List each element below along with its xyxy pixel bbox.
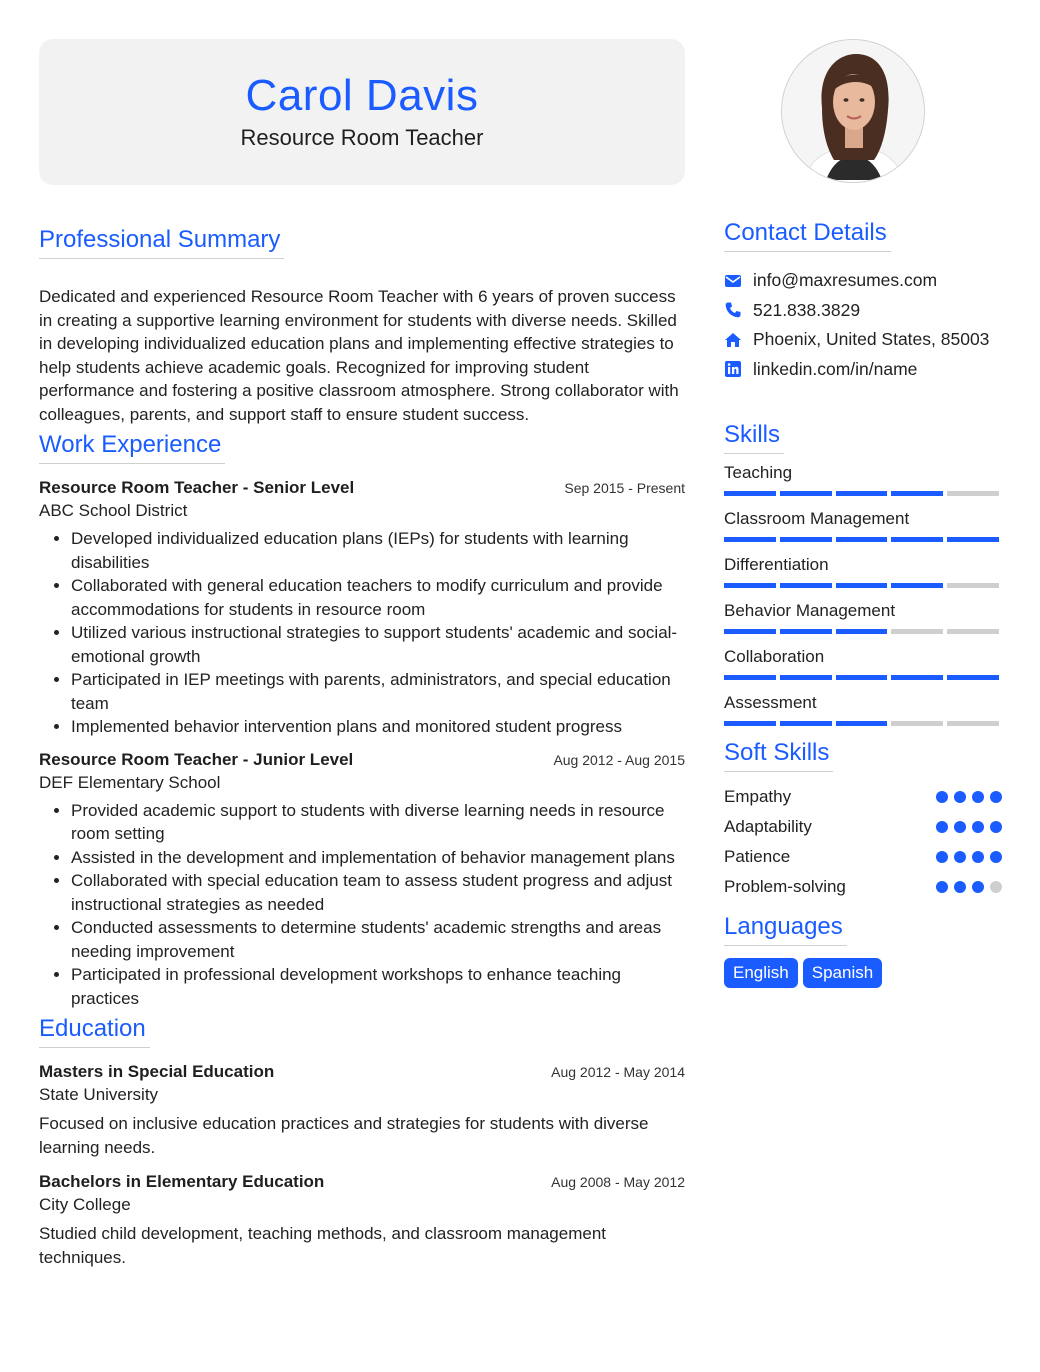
education-date: Aug 2012 - May 2014	[551, 1064, 685, 1080]
skill-level-segment	[891, 675, 943, 680]
skill-name: Collaboration	[724, 647, 825, 666]
skill-level-segment	[836, 583, 888, 588]
skill-level-segment	[836, 675, 888, 680]
rating-dot	[936, 791, 948, 803]
education-entry	[39, 1062, 685, 1159]
skills-heading: Skills	[724, 420, 784, 454]
skill-name: Teaching	[724, 463, 793, 482]
email-icon	[724, 272, 742, 290]
sidebar-column	[724, 39, 1004, 988]
rating-dot	[936, 881, 948, 893]
soft-skill-item	[724, 872, 1004, 902]
skill-level-bar	[724, 583, 999, 588]
skill-level-segment	[947, 629, 999, 634]
contact-linkedin[interactable]	[724, 355, 1004, 385]
skill-level-segment	[836, 629, 888, 634]
skill-level-bar	[724, 629, 999, 634]
experience-section	[39, 430, 685, 1010]
rating-dot	[990, 821, 1002, 833]
soft-skill-item	[724, 842, 1004, 872]
job-bullet: • Participated in IEP meetings with parents, administrators, and special education team	[71, 668, 685, 715]
rating-dot	[954, 851, 966, 863]
contact-heading: Contact Details	[724, 218, 891, 252]
contact-phone-text: 521.838.3829	[753, 299, 861, 320]
home-icon	[724, 331, 742, 349]
languages-list	[724, 958, 1004, 988]
skill-level-segment	[724, 629, 776, 634]
skill-item	[724, 508, 1004, 542]
skill-name: Differentiation	[724, 555, 829, 574]
job-title: Resource Room Teacher - Junior Level	[39, 749, 354, 769]
skill-level-segment	[780, 491, 832, 496]
soft-skill-item	[724, 782, 1004, 812]
job-entry	[39, 750, 685, 1011]
job-bullet: • Collaborated with special education team to assess student progress and adjust instructional strategies as needed	[71, 869, 685, 916]
job-date: Sep 2015 - Present	[564, 480, 685, 496]
skill-level-segment	[724, 721, 776, 726]
job-bullet: • Assisted in the development and implementation of behavior management plans	[71, 846, 685, 870]
rating-dot	[936, 851, 948, 863]
skill-level-bar	[724, 537, 999, 542]
job-bullets	[39, 799, 685, 1011]
skill-level-segment	[836, 491, 888, 496]
skill-level-segment	[836, 721, 888, 726]
skill-item	[724, 646, 1004, 680]
job-bullet: • Utilized various instructional strategies to support students' academic and social-emotional growth	[71, 621, 685, 668]
skill-level-segment	[947, 491, 999, 496]
skill-item	[724, 692, 1004, 726]
skill-level-segment	[947, 721, 999, 726]
rating-dot	[954, 791, 966, 803]
skill-level-segment	[724, 537, 776, 542]
soft-skill-rating	[936, 851, 1004, 863]
job-bullets	[39, 527, 685, 739]
job-bullet: • Conducted assessments to determine students' academic strengths and areas needing improvement	[71, 916, 685, 963]
languages-section	[724, 912, 1004, 988]
job-bullet: • Implemented behavior intervention plans and monitored student progress	[71, 715, 685, 739]
skill-level-segment	[891, 537, 943, 542]
candidate-title: Resource Room Teacher	[240, 125, 484, 150]
skill-level-segment	[891, 583, 943, 588]
skill-level-segment	[891, 491, 943, 496]
rating-dot	[972, 851, 984, 863]
skill-name: Behavior Management	[724, 601, 896, 620]
soft-skill-item	[724, 812, 1004, 842]
skill-level-segment	[724, 583, 776, 588]
contact-phone[interactable]	[724, 296, 1004, 326]
skill-level-segment	[780, 629, 832, 634]
soft-skill-rating	[936, 791, 1004, 803]
job-bullet: • Collaborated with general education teachers to modify curriculum and provide accommodations for students in resource room	[71, 574, 685, 621]
experience-heading: Work Experience	[39, 430, 225, 464]
job-date: Aug 2012 - Aug 2015	[553, 751, 685, 768]
education-date: Aug 2008 - May 2012	[551, 1174, 685, 1190]
contact-email[interactable]	[724, 266, 1004, 296]
contact-linkedin-text: linkedin.com/in/name	[753, 358, 918, 379]
skill-level-segment	[780, 721, 832, 726]
contact-location	[724, 325, 1004, 355]
education-entry	[39, 1172, 685, 1269]
job-bullet: • Developed individualized education plans (IEPs) for students with learning disabilities	[71, 527, 685, 574]
contact-location-text: Phoenix, United States, 85003	[753, 329, 990, 350]
job-bullet: • Provided academic support to students with diverse learning needs in resource room setting	[71, 799, 685, 846]
contact-email-text: info@maxresumes.com	[753, 270, 938, 291]
skill-item	[724, 462, 1004, 496]
skills-section	[724, 420, 1004, 726]
soft-skill-name: Problem-solving	[724, 877, 846, 896]
school-name: City College	[39, 1195, 131, 1214]
degree-title: Masters in Special Education	[39, 1062, 275, 1081]
summary-section	[39, 225, 685, 426]
education-section	[39, 1014, 685, 1269]
summary-heading: Professional Summary	[39, 225, 284, 259]
skill-level-segment	[947, 537, 999, 542]
skill-item	[724, 554, 1004, 588]
summary-text: Dedicated and experienced Resource Room Teacher with 6 years of proven success in creating a supportive learning environment for students with diverse needs. Skilled in developing individualized education plans and implementing effective strategies to help students achieve academic goals. Recognized for improving student performance and fostering a positive classroom atmosphere. Strong collaborator with colleagues, parents, and support staff to ensure student success.	[39, 287, 679, 424]
skill-level-segment	[780, 537, 832, 542]
skill-level-segment	[891, 629, 943, 634]
rating-dot	[954, 881, 966, 893]
soft-skills-section	[724, 738, 1004, 902]
phone-icon	[724, 301, 742, 319]
rating-dot	[954, 821, 966, 833]
skill-name: Classroom Management	[724, 509, 910, 528]
skill-level-segment	[724, 491, 776, 496]
soft-skill-name: Empathy	[724, 787, 792, 806]
rating-dot	[936, 821, 948, 833]
rating-dot	[990, 851, 1002, 863]
rating-dot	[972, 791, 984, 803]
skill-level-segment	[947, 583, 999, 588]
rating-dot	[972, 881, 984, 893]
language-badge: English	[724, 958, 798, 988]
skill-item	[724, 600, 1004, 634]
languages-heading: Languages	[724, 912, 847, 946]
skill-level-segment	[836, 537, 888, 542]
job-organization: DEF Elementary School	[39, 772, 221, 792]
job-bullet: • Participated in professional development workshops to enhance teaching practices	[71, 963, 685, 1010]
rating-dot	[990, 881, 1002, 893]
skill-level-segment	[724, 675, 776, 680]
education-heading: Education	[39, 1014, 150, 1048]
contact-section	[724, 218, 1004, 384]
soft-skills-list	[724, 782, 1004, 902]
skill-level-segment	[780, 675, 832, 680]
rating-dot	[990, 791, 1002, 803]
school-name: State University	[39, 1085, 159, 1104]
education-description: Focused on inclusive education practices and strategies for students with diverse learning needs.	[39, 1114, 649, 1157]
soft-skill-name: Adaptability	[724, 817, 812, 836]
degree-title: Bachelors in Elementary Education	[39, 1172, 325, 1191]
avatar-icon	[782, 40, 925, 183]
education-description: Studied child development, teaching methods, and classroom management techniques.	[39, 1224, 607, 1267]
skill-level-segment	[947, 675, 999, 680]
skill-level-segment	[780, 583, 832, 588]
resume-header	[39, 39, 685, 185]
language-badge: Spanish	[803, 958, 882, 988]
soft-skills-heading: Soft Skills	[724, 738, 833, 772]
skill-level-segment	[891, 721, 943, 726]
candidate-name: Carol Davis	[245, 71, 479, 120]
rating-dot	[972, 821, 984, 833]
job-organization: ABC School District	[39, 501, 188, 520]
skill-level-bar	[724, 675, 999, 680]
job-title: Resource Room Teacher - Senior Level	[39, 478, 355, 497]
linkedin-icon	[724, 360, 742, 378]
skills-list	[724, 462, 1004, 726]
skill-name: Assessment	[724, 693, 817, 712]
skill-level-bar	[724, 721, 999, 726]
main-column	[39, 39, 685, 1269]
soft-skill-rating	[936, 881, 1004, 893]
soft-skill-name: Patience	[724, 847, 791, 866]
soft-skill-rating	[936, 821, 1004, 833]
profile-photo	[781, 39, 925, 183]
skill-level-bar	[724, 491, 999, 496]
job-entry	[39, 478, 685, 739]
